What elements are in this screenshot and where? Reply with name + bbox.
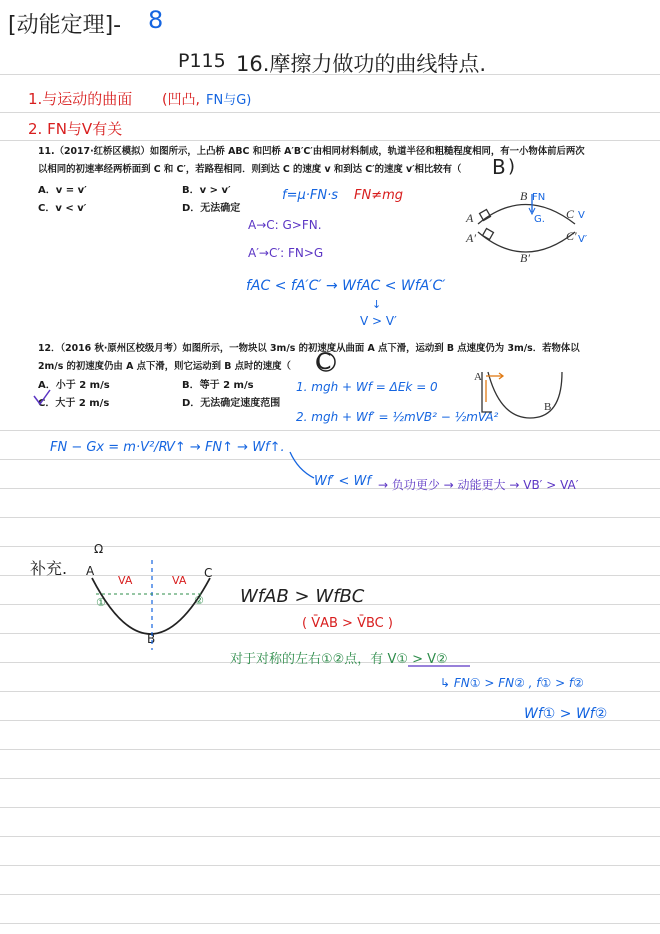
- supp-va-right: VA: [172, 574, 187, 587]
- note-point1-paren: (凹凸,: [162, 92, 200, 108]
- supp-point2: ②: [194, 594, 204, 607]
- q11-hw-ineq: fAC < fA′C′ → WfAC < WfA′C′: [246, 278, 446, 294]
- q12-option-d: D．无法确定速度范围: [182, 398, 281, 409]
- svg-text:C: C: [566, 207, 575, 221]
- supp-label-a: A: [86, 564, 95, 578]
- topic-title: [动能定理]-: [8, 13, 122, 38]
- bowl-wall: [482, 372, 492, 412]
- q11-option-c: C．v < v′: [38, 203, 87, 214]
- page-ref: P115: [178, 50, 226, 72]
- q11-hw-vv: V > V′: [360, 314, 397, 328]
- block-bottom: [483, 229, 494, 240]
- q12-hw-concl-b: → 负功更少 → 动能更大 → VB′ > VA′: [378, 478, 579, 492]
- svg-text:V: V: [578, 210, 585, 221]
- q11-line1: 11.（2017·红桥区模拟）如图所示，上凸桥 ABC 和凹桥 A′B′C′由相同材料制成，轨道半径和粗糙程度相同，有一小物体前后两次: [38, 146, 585, 157]
- q12-hw-eq1: 1. mgh + Wf = ΔEk = 0: [296, 380, 438, 394]
- q11-line2: 以相同的初速率经两桥面到 C 和 C′，若路程相同．则到达 C 的速度 v 和到达 C′的速度 v′相比较有（: [38, 164, 462, 175]
- svg-text:A: A: [474, 371, 482, 383]
- q12-hw-concl-a: Wf′ < Wf: [314, 474, 371, 489]
- q11-hw-ac: A→C: G>FN.: [248, 218, 322, 232]
- supp-vbar: ( V̄AB > V̄BC ): [302, 616, 393, 631]
- svg-text:FN: FN: [532, 192, 546, 203]
- q12-option-c: C．大于 2 m/s: [38, 398, 110, 409]
- supp-label-c: C: [204, 566, 213, 580]
- svg-text:B: B: [544, 401, 552, 413]
- q11-answer-close: ): [508, 156, 516, 177]
- svg-text:A: A: [466, 211, 474, 225]
- svg-text:G.: G.: [534, 214, 545, 225]
- q11-hw-arrow: ↓: [372, 298, 382, 311]
- supp-label-b: B: [147, 632, 156, 646]
- supp-bowl-curve: [92, 578, 210, 634]
- supp-wfc: Wf① > Wf②: [524, 706, 608, 722]
- svg-text:C′: C′: [566, 229, 577, 243]
- q11-option-d: D．无法确定: [182, 203, 241, 214]
- note-point2: 2. FN与V有关: [28, 120, 123, 138]
- q11-option-b: B．v > v′: [182, 185, 231, 196]
- bridge-figure: [478, 205, 575, 253]
- section-title: 16.摩擦力做功的曲线特点.: [236, 52, 487, 76]
- note-point1-tail: FN与G): [206, 93, 252, 108]
- svg-text:A′: A′: [466, 231, 476, 245]
- supp-point1: ①: [96, 596, 106, 609]
- convex-bridge-curve: [478, 205, 575, 225]
- bowl-annotations: [486, 373, 503, 402]
- note-point1: 1.与运动的曲面: [28, 90, 133, 108]
- q12-hw-eq2: 2. mgh + Wf′ = ½mVB² − ½mVA²: [296, 410, 499, 424]
- q12-line2: 2m/s 的初速度仍由 A 点下滑，则它运动到 B 点时的速度（: [38, 361, 291, 372]
- svg-text:V′: V′: [578, 234, 588, 245]
- q12-answer-circle: [317, 353, 335, 371]
- q12-hw-chain: V↑ → FN↑ → Wf↑.: [166, 440, 285, 455]
- bridge-labels: [465, 189, 577, 265]
- supp-fig-top: Ω: [94, 542, 104, 556]
- supplement-label: 补充.: [30, 559, 68, 578]
- topic-number: 8: [148, 6, 164, 34]
- q12-option-b: B．等于 2 m/s: [182, 380, 254, 391]
- svg-text:B: B: [520, 189, 528, 203]
- supp-sym: 对于对称的左右①②点，有 V① > V②: [230, 652, 448, 667]
- q12-hw-fn: FN − Gx = m·V²/R: [50, 440, 168, 455]
- svg-text:B′: B′: [520, 251, 530, 265]
- q11-option-a: A．v = v′: [38, 185, 87, 196]
- q11-hw-acp: A′→C′: FN>G: [248, 246, 324, 260]
- bridge-annotations: [529, 192, 588, 245]
- supp-fnc: ↳ FN① > FN② , f① > f②: [440, 676, 584, 690]
- q12-line1: 12．（2016 秋·原州区校级月考）如图所示，一物块以 3m/s 的初速度从曲面 A 点下滑，运动到 B 点速度仍为 3m/s．若物体以: [38, 343, 580, 354]
- q11-hw-fn-ne: FN≠mg: [354, 188, 404, 203]
- supp-wf: WfAB > WfBC: [240, 586, 365, 607]
- q12-answer: C: [316, 350, 332, 375]
- supp-va-left: VA: [118, 574, 133, 587]
- conclusion-arrow: [290, 452, 314, 478]
- q11-hw-f: f=μ·FN·s: [282, 188, 338, 203]
- q12-check-icon: [34, 390, 50, 404]
- q11-answer: B: [492, 155, 506, 179]
- q12-option-a: A．小于 2 m/s: [38, 380, 110, 391]
